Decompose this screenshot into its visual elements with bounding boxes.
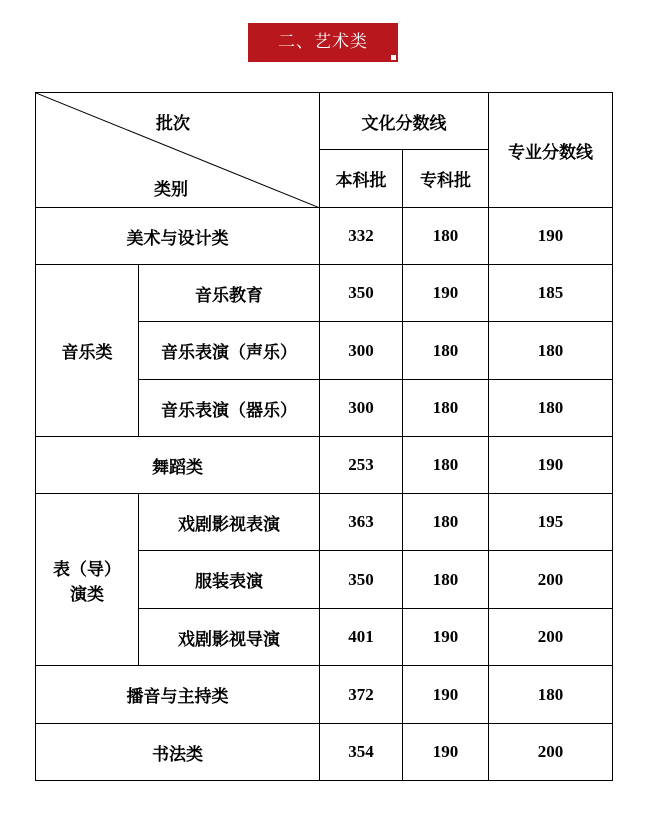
table-row (36, 494, 613, 551)
benke-score: 300 (320, 380, 403, 437)
benke-score: 372 (320, 666, 403, 724)
section-title-banner (248, 23, 398, 62)
subcategory-cell: 服装表演 (139, 551, 320, 609)
art-score-table (35, 92, 613, 781)
header-professional-score: 专业分数线 (489, 93, 613, 208)
benke-score: 300 (320, 322, 403, 380)
table-row (36, 265, 613, 322)
benke-score: 332 (320, 208, 403, 265)
header-batch: 批次 (156, 114, 190, 134)
header-benke: 本科批 (320, 150, 403, 208)
zhuanke-score: 180 (403, 437, 489, 494)
subcategory-cell: 音乐表演（器乐） (139, 380, 320, 437)
professional-score: 200 (489, 724, 613, 781)
subcategory-cell: 音乐教育 (139, 265, 320, 322)
section-title: 二、艺术类 (278, 32, 368, 52)
category-cell: 美术与设计类 (36, 208, 320, 265)
benke-score: 354 (320, 724, 403, 781)
benke-score: 401 (320, 609, 403, 666)
benke-score: 253 (320, 437, 403, 494)
subcategory-cell: 戏剧影视导演 (139, 609, 320, 666)
table-row (36, 437, 613, 494)
zhuanke-score: 180 (403, 322, 489, 380)
header-zhuanke: 专科批 (403, 150, 489, 208)
zhuanke-score: 190 (403, 666, 489, 724)
professional-score: 180 (489, 380, 613, 437)
zhuanke-score: 190 (403, 609, 489, 666)
category-cell: 播音与主持类 (36, 666, 320, 724)
table-row (36, 724, 613, 781)
zhuanke-score: 190 (403, 265, 489, 322)
table-row (36, 208, 613, 265)
subcategory-cell: 音乐表演（声乐） (139, 322, 320, 380)
professional-score: 190 (489, 208, 613, 265)
category-cell (36, 494, 139, 666)
diagonal-header-cell (36, 93, 320, 208)
category-line: 表（导） (53, 559, 121, 580)
professional-score: 180 (489, 666, 613, 724)
banner-corner-mark (391, 55, 396, 60)
benke-score: 363 (320, 494, 403, 551)
subcategory-cell: 戏剧影视表演 (139, 494, 320, 551)
benke-score: 350 (320, 551, 403, 609)
professional-score: 200 (489, 609, 613, 666)
zhuanke-score: 180 (403, 380, 489, 437)
professional-score: 185 (489, 265, 613, 322)
category-line: 演类 (70, 584, 104, 605)
zhuanke-score: 190 (403, 724, 489, 781)
benke-score: 350 (320, 265, 403, 322)
zhuanke-score: 180 (403, 208, 489, 265)
category-cell: 音乐类 (36, 265, 139, 437)
professional-score: 195 (489, 494, 613, 551)
zhuanke-score: 180 (403, 551, 489, 609)
professional-score: 180 (489, 322, 613, 380)
header-category: 类别 (154, 180, 188, 200)
professional-score: 190 (489, 437, 613, 494)
zhuanke-score: 180 (403, 494, 489, 551)
category-cell: 书法类 (36, 724, 320, 781)
professional-score: 200 (489, 551, 613, 609)
table-row (36, 666, 613, 724)
header-culture-score: 文化分数线 (320, 93, 489, 150)
category-cell: 舞蹈类 (36, 437, 320, 494)
